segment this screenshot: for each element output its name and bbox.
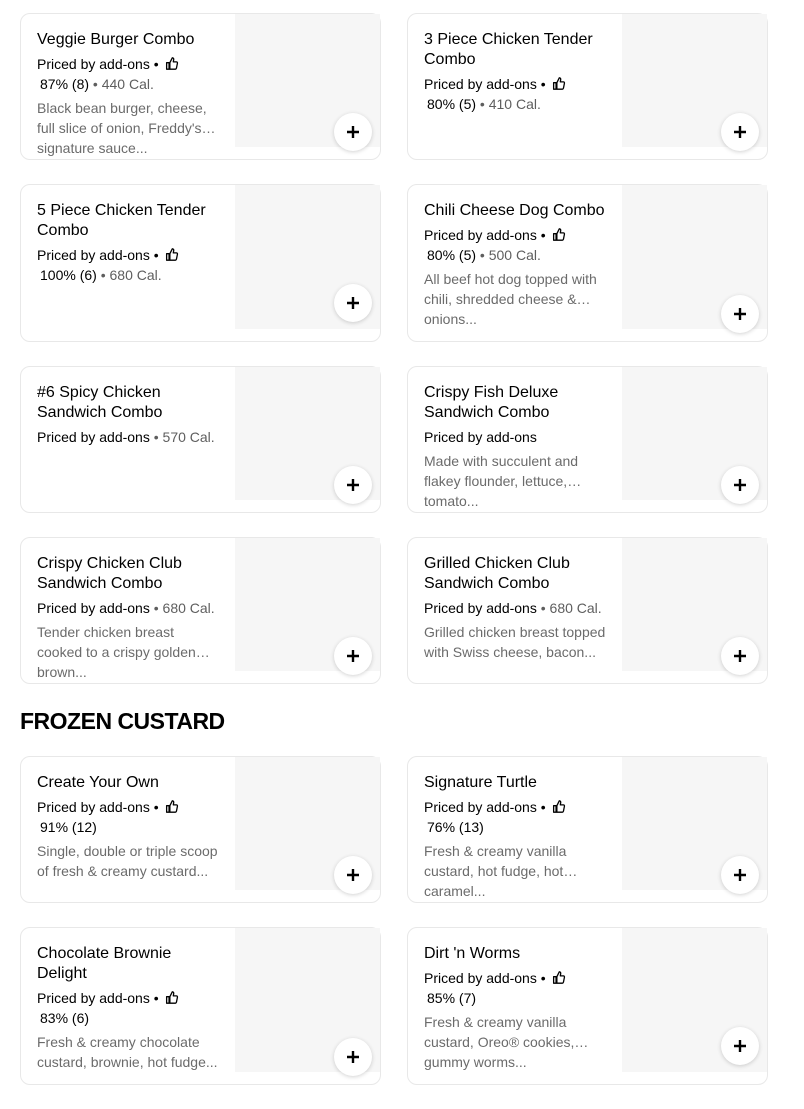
item-info — [37, 201, 221, 285]
item-price-note: Priced by add-ons — [37, 247, 150, 263]
item-price-note: Priced by add-ons — [424, 799, 537, 815]
item-meta: Priced by add-ons • 83% (6) — [37, 988, 221, 1028]
menu-item-card[interactable] — [20, 537, 381, 684]
item-description: All beef hot dog topped with chili, shredded cheese & onions... — [424, 271, 597, 327]
item-description: Tender chicken breast cooked to a crispy golden brown... — [37, 624, 196, 680]
item-description: Fresh & creamy vanilla custard, hot fudge, hot caramel... — [424, 843, 567, 899]
plus-icon — [733, 868, 747, 882]
thumbs-up-icon — [552, 226, 565, 239]
item-name: Signature Turtle — [424, 774, 537, 791]
item-rating: 80% (5) — [427, 96, 477, 112]
item-calories: 680 Cal. — [109, 267, 162, 283]
thumbs-up-icon — [552, 798, 565, 811]
plus-icon — [733, 125, 747, 139]
item-rating: 80% (5) — [427, 247, 477, 263]
plus-icon — [346, 296, 360, 310]
add-item-button[interactable] — [334, 113, 372, 151]
menu-item-card[interactable] — [20, 184, 381, 342]
item-info — [424, 30, 608, 114]
add-item-button[interactable] — [721, 466, 759, 504]
item-info — [424, 554, 608, 662]
add-item-button[interactable] — [721, 295, 759, 333]
item-price-note: Priced by add-ons — [37, 429, 150, 445]
item-name: #6 Spicy Chicken Sandwich Combo — [37, 384, 163, 421]
thumbs-up-icon — [552, 969, 565, 982]
item-rating: 100% (6) — [40, 267, 97, 283]
item-name: Crispy Chicken Club Sandwich Combo — [37, 555, 182, 592]
item-name: Chili Cheese Dog Combo — [424, 202, 605, 219]
plus-icon — [346, 868, 360, 882]
item-price-note: Priced by add-ons — [424, 227, 537, 243]
thumbs-up-icon — [552, 75, 565, 88]
item-info — [424, 773, 608, 899]
add-item-button[interactable] — [721, 113, 759, 151]
plus-icon — [733, 649, 747, 663]
add-item-button[interactable] — [334, 1038, 372, 1076]
item-price-note: Priced by add-ons — [424, 600, 537, 616]
plus-icon — [733, 1039, 747, 1053]
menu-item-card[interactable] — [20, 927, 381, 1085]
item-price-note: Priced by add-ons — [37, 799, 150, 815]
plus-icon — [346, 478, 360, 492]
item-calories: 570 Cal. — [162, 429, 215, 445]
item-price-note: Priced by add-ons — [37, 990, 150, 1006]
plus-icon — [733, 478, 747, 492]
menu-item-card[interactable] — [407, 13, 768, 160]
item-info — [37, 30, 221, 156]
thumbs-up-icon — [165, 246, 178, 259]
item-calories: 680 Cal. — [162, 600, 215, 616]
item-meta: Priced by add-ons • 570 Cal. — [37, 429, 215, 445]
plus-icon — [346, 649, 360, 663]
item-name: 5 Piece Chicken Tender Combo — [37, 202, 206, 239]
item-calories: 680 Cal. — [549, 600, 602, 616]
thumbs-up-icon — [165, 798, 178, 811]
item-description: Grilled chicken breast topped with Swiss cheese, bacon... — [424, 624, 606, 660]
item-name: Crispy Fish Deluxe Sandwich Combo — [424, 384, 559, 421]
item-name: Grilled Chicken Club Sandwich Combo — [424, 555, 570, 592]
item-description: Made with succulent and flakey flounder, lettuce, tomato... — [424, 453, 579, 509]
item-name: Veggie Burger Combo — [37, 31, 195, 48]
item-name: Chocolate Brownie Delight — [37, 945, 172, 982]
item-description: Fresh & creamy vanilla custard, Oreo® cookies, gummy worms... — [424, 1014, 575, 1070]
plus-icon — [346, 1050, 360, 1064]
add-item-button[interactable] — [334, 466, 372, 504]
item-price-note: Priced by add-ons — [37, 600, 150, 616]
item-meta: Priced by add-ons • 76% (13) — [424, 797, 608, 837]
plus-icon — [733, 307, 747, 321]
item-description: Black bean burger, cheese, full slice of onion, Freddy's signature sauce... — [37, 100, 207, 156]
item-price-note: Priced by add-ons — [424, 76, 537, 92]
item-rating: 87% (8) — [40, 76, 90, 92]
item-meta: Priced by add-ons • 80% (5) • 500 Cal. — [424, 225, 608, 265]
item-meta — [424, 427, 608, 447]
menu-item-card[interactable] — [20, 366, 381, 513]
item-price-note: Priced by add-ons — [424, 429, 537, 445]
menu-item-card[interactable] — [20, 756, 381, 903]
add-item-button[interactable] — [721, 856, 759, 894]
item-calories: 500 Cal. — [488, 247, 541, 263]
item-rating: 85% (7) — [427, 990, 477, 1006]
add-item-button[interactable] — [334, 284, 372, 322]
item-meta: Priced by add-ons • 87% (8) • 440 Cal. — [37, 54, 221, 94]
item-rating: 83% (6) — [40, 1010, 90, 1026]
thumbs-up-icon — [165, 989, 178, 1002]
item-meta: Priced by add-ons • 100% (6) • 680 Cal. — [37, 245, 221, 285]
item-rating: 76% (13) — [427, 819, 484, 835]
item-meta: Priced by add-ons • 91% (12) — [37, 797, 221, 837]
thumbs-up-icon — [165, 55, 178, 68]
item-info — [37, 554, 221, 680]
item-description: Fresh & creamy chocolate custard, brownie, hot fudge... — [37, 1034, 218, 1070]
item-price-note: Priced by add-ons — [37, 56, 150, 72]
item-description: Single, double or triple scoop of fresh & creamy custard... — [37, 843, 218, 879]
item-info — [424, 944, 608, 1070]
item-meta: Priced by add-ons • 680 Cal. — [424, 600, 602, 616]
item-info — [37, 773, 221, 881]
add-item-button[interactable] — [334, 856, 372, 894]
item-name: Create Your Own — [37, 774, 159, 791]
item-name: Dirt 'n Worms — [424, 945, 521, 962]
plus-icon — [346, 125, 360, 139]
item-price-note: Priced by add-ons — [424, 970, 537, 986]
item-rating: 91% (12) — [40, 819, 97, 835]
item-name: 3 Piece Chicken Tender Combo — [424, 31, 593, 68]
add-item-button[interactable] — [721, 637, 759, 675]
item-calories: 440 Cal. — [101, 76, 154, 92]
item-info — [424, 201, 608, 327]
item-info — [424, 383, 608, 509]
section-title: FROZEN CUSTARD — [20, 708, 225, 734]
menu-item-card[interactable] — [407, 184, 768, 342]
item-meta: Priced by add-ons • 85% (7) — [424, 968, 608, 1008]
menu-item-card[interactable] — [20, 13, 381, 160]
add-item-button[interactable] — [334, 637, 372, 675]
menu-item-card[interactable] — [407, 756, 768, 903]
menu-item-card[interactable] — [407, 927, 768, 1085]
menu-item-card[interactable] — [407, 537, 768, 684]
item-calories: 410 Cal. — [488, 96, 541, 112]
item-meta: Priced by add-ons • 680 Cal. — [37, 600, 215, 616]
item-meta: Priced by add-ons • 80% (5) • 410 Cal. — [424, 74, 608, 114]
item-info — [37, 383, 221, 447]
item-info — [37, 944, 221, 1072]
menu-item-card[interactable] — [407, 366, 768, 513]
add-item-button[interactable] — [721, 1027, 759, 1065]
